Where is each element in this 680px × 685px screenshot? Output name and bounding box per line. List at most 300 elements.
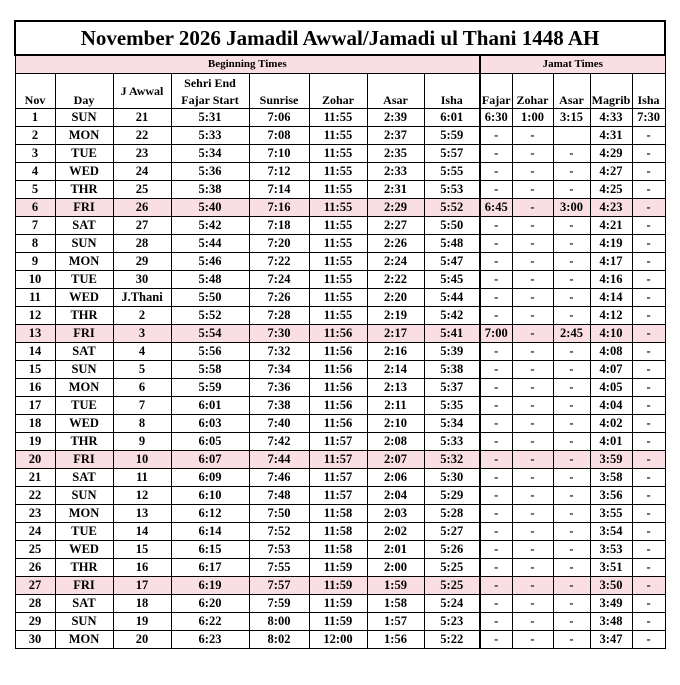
fajar-start-cell: 6:01 — [171, 397, 249, 415]
weekday-cell: WED — [55, 415, 113, 433]
day-number-cell: 17 — [15, 397, 55, 415]
zohar-begin-cell: 11:56 — [309, 379, 367, 397]
asar-begin-cell: 2:37 — [367, 127, 424, 145]
zohar-begin-cell: 11:57 — [309, 469, 367, 487]
day-number-cell: 14 — [15, 343, 55, 361]
jamat-isha-cell: - — [632, 343, 665, 361]
jamat-isha-cell: - — [632, 541, 665, 559]
asar-begin-cell: 2:27 — [367, 217, 424, 235]
jamat-fajar-cell: - — [480, 577, 512, 595]
jamat-zohar-cell: - — [512, 181, 553, 199]
jamat-fajar-cell: - — [480, 307, 512, 325]
sunrise-cell: 7:57 — [249, 577, 309, 595]
fajar-start-cell: 5:54 — [171, 325, 249, 343]
asar-begin-cell: 2:04 — [367, 487, 424, 505]
weekday-cell: WED — [55, 163, 113, 181]
day-number-cell: 23 — [15, 505, 55, 523]
hijri-date-cell: 7 — [113, 397, 171, 415]
hijri-date-cell: 17 — [113, 577, 171, 595]
table-row — [15, 181, 665, 199]
fajar-start-cell: 5:38 — [171, 181, 249, 199]
zohar-begin-cell: 11:59 — [309, 577, 367, 595]
jamat-magrib-cell: 4:08 — [590, 343, 632, 361]
table-row — [15, 271, 665, 289]
day-number-cell: 6 — [15, 199, 55, 217]
table-row — [15, 415, 665, 433]
sunrise-cell: 7:24 — [249, 271, 309, 289]
jamat-magrib-cell: 4:07 — [590, 361, 632, 379]
jamat-zohar-cell: 1:00 — [512, 109, 553, 127]
jamat-magrib-cell: 4:33 — [590, 109, 632, 127]
table-row — [15, 343, 665, 361]
jamat-fajar-cell: - — [480, 433, 512, 451]
fajar-start-cell: 5:34 — [171, 145, 249, 163]
weekday-cell: SUN — [55, 235, 113, 253]
asar-begin-cell: 2:29 — [367, 199, 424, 217]
fajar-start-cell: 5:42 — [171, 217, 249, 235]
day-number-cell: 27 — [15, 577, 55, 595]
jamat-isha-cell: - — [632, 397, 665, 415]
isha-begin-cell: 5:32 — [424, 451, 480, 469]
hijri-date-cell: 10 — [113, 451, 171, 469]
jamat-asar-cell: - — [553, 433, 590, 451]
asar-begin-cell: 2:13 — [367, 379, 424, 397]
jamat-zohar-cell: - — [512, 487, 553, 505]
jamat-zohar-cell: - — [512, 433, 553, 451]
jamat-zohar-cell: - — [512, 631, 553, 649]
jamat-magrib-cell: 4:05 — [590, 379, 632, 397]
weekday-cell: MON — [55, 379, 113, 397]
day-number-cell: 22 — [15, 487, 55, 505]
weekday-cell: TUE — [55, 397, 113, 415]
jamat-zohar-cell: - — [512, 541, 553, 559]
asar-begin-cell: 2:22 — [367, 271, 424, 289]
jamat-asar-cell: - — [553, 271, 590, 289]
jamat-asar-cell: 3:15 — [553, 109, 590, 127]
sunrise-cell: 7:52 — [249, 523, 309, 541]
fajar-start-cell: 5:40 — [171, 199, 249, 217]
table-row — [15, 325, 665, 343]
jamat-zohar-cell: - — [512, 469, 553, 487]
sunrise-cell: 7:16 — [249, 199, 309, 217]
hijri-date-cell: 22 — [113, 127, 171, 145]
jamat-zohar-cell: - — [512, 559, 553, 577]
sunrise-cell: 7:34 — [249, 361, 309, 379]
jamat-times-header: Jamat Times — [480, 55, 665, 74]
isha-begin-cell: 5:30 — [424, 469, 480, 487]
isha-begin-cell: 5:48 — [424, 235, 480, 253]
isha-begin-cell: 5:28 — [424, 505, 480, 523]
sunrise-cell: 7:20 — [249, 235, 309, 253]
day-number-cell: 11 — [15, 289, 55, 307]
jamat-isha-cell: - — [632, 631, 665, 649]
jamat-magrib-cell: 4:19 — [590, 235, 632, 253]
jamat-isha-cell: - — [632, 469, 665, 487]
jamat-magrib-cell: 4:14 — [590, 289, 632, 307]
zohar-begin-cell: 11:56 — [309, 343, 367, 361]
jamat-fajar-cell: - — [480, 181, 512, 199]
day-number-cell: 1 — [15, 109, 55, 127]
jamat-zohar-cell: - — [512, 595, 553, 613]
jamat-fajar-cell: - — [480, 127, 512, 145]
asar-begin-cell: 1:58 — [367, 595, 424, 613]
jamat-fajar-cell: - — [480, 379, 512, 397]
jamat-magrib-cell: 4:21 — [590, 217, 632, 235]
jamat-asar-cell: - — [553, 145, 590, 163]
isha-begin-cell: 5:38 — [424, 361, 480, 379]
fajar-start-cell: 5:36 — [171, 163, 249, 181]
jamat-asar-cell: - — [553, 379, 590, 397]
sunrise-cell: 7:30 — [249, 325, 309, 343]
sunrise-cell: 7:46 — [249, 469, 309, 487]
zohar-begin-cell: 11:55 — [309, 145, 367, 163]
isha-begin-cell: 5:57 — [424, 145, 480, 163]
jamat-isha-cell: - — [632, 307, 665, 325]
isha-begin-cell: 5:25 — [424, 559, 480, 577]
zohar-begin-cell: 11:55 — [309, 217, 367, 235]
day-number-cell: 19 — [15, 433, 55, 451]
jamat-zohar-cell: - — [512, 613, 553, 631]
weekday-cell: SUN — [55, 109, 113, 127]
weekday-cell: FRI — [55, 325, 113, 343]
table-row — [15, 163, 665, 181]
asar-begin-cell: 2:39 — [367, 109, 424, 127]
jamat-isha-cell: - — [632, 559, 665, 577]
zohar-begin-cell: 11:55 — [309, 163, 367, 181]
sunrise-cell: 7:26 — [249, 289, 309, 307]
jamat-asar-cell: - — [553, 163, 590, 181]
fajar-start-cell: 5:56 — [171, 343, 249, 361]
day-number-cell: 3 — [15, 145, 55, 163]
fajar-start-cell: 6:12 — [171, 505, 249, 523]
jamat-fajar-cell: - — [480, 289, 512, 307]
isha-begin-cell: 5:42 — [424, 307, 480, 325]
hijri-date-cell: 23 — [113, 145, 171, 163]
jamat-fajar-cell: - — [480, 361, 512, 379]
hijri-date-cell: 27 — [113, 217, 171, 235]
fajar-start-cell: 6:17 — [171, 559, 249, 577]
jamat-fajar-cell: - — [480, 505, 512, 523]
jamat-asar-cell: - — [553, 415, 590, 433]
jamat-isha-cell: - — [632, 361, 665, 379]
jamat-magrib-cell: 3:55 — [590, 505, 632, 523]
fajar-start-cell: 5:58 — [171, 361, 249, 379]
fajar-start-cell: 6:10 — [171, 487, 249, 505]
jamat-asar-cell: - — [553, 523, 590, 541]
day-number-cell: 16 — [15, 379, 55, 397]
jamat-asar-cell: - — [553, 451, 590, 469]
weekday-cell: MON — [55, 127, 113, 145]
jamat-magrib-cell: 4:31 — [590, 127, 632, 145]
hijri-date-cell: 2 — [113, 307, 171, 325]
jamat-isha-cell: - — [632, 415, 665, 433]
isha-begin-cell: 5:22 — [424, 631, 480, 649]
jamat-zohar-cell: - — [512, 325, 553, 343]
table-row — [15, 307, 665, 325]
jamat-fajar-cell: 7:00 — [480, 325, 512, 343]
hijri-date-cell: 15 — [113, 541, 171, 559]
jamat-magrib-cell: 4:27 — [590, 163, 632, 181]
jamat-zohar-cell: - — [512, 361, 553, 379]
hijri-date-cell: 13 — [113, 505, 171, 523]
table-row — [15, 595, 665, 613]
jamat-zohar-cell: - — [512, 451, 553, 469]
hijri-date-cell: 28 — [113, 235, 171, 253]
jamat-asar-cell: - — [553, 487, 590, 505]
jamat-isha-cell: - — [632, 523, 665, 541]
fajar-start-cell: 6:22 — [171, 613, 249, 631]
zohar-begin-cell: 11:55 — [309, 271, 367, 289]
zohar-begin-cell: 11:59 — [309, 595, 367, 613]
jamat-zohar-cell: - — [512, 577, 553, 595]
jamat-zohar-cell: - — [512, 163, 553, 181]
jamat-fajar-cell: - — [480, 397, 512, 415]
weekday-cell: FRI — [55, 199, 113, 217]
timetable-body — [15, 109, 665, 649]
fajar-start-cell: 5:46 — [171, 253, 249, 271]
hijri-date-cell: 26 — [113, 199, 171, 217]
weekday-cell: FRI — [55, 451, 113, 469]
day-number-cell: 10 — [15, 271, 55, 289]
page-title: November 2026 Jamadil Awwal/Jamadi ul Thani 1448 AH — [15, 21, 665, 55]
fajar-start-cell: 6:05 — [171, 433, 249, 451]
asar-begin-cell: 2:31 — [367, 181, 424, 199]
jamat-magrib-cell: 3:48 — [590, 613, 632, 631]
jamat-magrib-cell: 3:50 — [590, 577, 632, 595]
col-header-nov: Nov — [15, 74, 55, 109]
day-number-cell: 26 — [15, 559, 55, 577]
jamat-isha-cell: - — [632, 253, 665, 271]
jamat-fajar-cell: - — [480, 235, 512, 253]
jamat-magrib-cell: 3:59 — [590, 451, 632, 469]
col-header-zohar: Zohar — [309, 74, 367, 109]
asar-begin-cell: 2:24 — [367, 253, 424, 271]
weekday-cell: SAT — [55, 595, 113, 613]
jamat-fajar-cell: - — [480, 451, 512, 469]
fajar-start-cell: 6:07 — [171, 451, 249, 469]
zohar-begin-cell: 11:56 — [309, 397, 367, 415]
col-header-jamat-fajar: Fajar — [480, 74, 512, 109]
jamat-asar-cell: 3:00 — [553, 199, 590, 217]
day-number-cell: 24 — [15, 523, 55, 541]
table-row — [15, 523, 665, 541]
isha-begin-cell: 6:01 — [424, 109, 480, 127]
jamat-asar-cell: - — [553, 235, 590, 253]
jamat-isha-cell: - — [632, 289, 665, 307]
jamat-zohar-cell: - — [512, 217, 553, 235]
sunrise-cell: 7:28 — [249, 307, 309, 325]
jamat-magrib-cell: 4:23 — [590, 199, 632, 217]
sunrise-cell: 7:48 — [249, 487, 309, 505]
jamat-zohar-cell: - — [512, 505, 553, 523]
weekday-cell: SUN — [55, 613, 113, 631]
weekday-cell: MON — [55, 505, 113, 523]
jamat-magrib-cell: 3:56 — [590, 487, 632, 505]
weekday-cell: TUE — [55, 271, 113, 289]
weekday-cell: THR — [55, 181, 113, 199]
jamat-magrib-cell: 3:47 — [590, 631, 632, 649]
jamat-magrib-cell: 3:54 — [590, 523, 632, 541]
isha-begin-cell: 5:29 — [424, 487, 480, 505]
isha-begin-cell: 5:23 — [424, 613, 480, 631]
asar-begin-cell: 2:33 — [367, 163, 424, 181]
table-row — [15, 505, 665, 523]
jamat-zohar-cell: - — [512, 307, 553, 325]
hijri-date-cell: 6 — [113, 379, 171, 397]
jamat-magrib-cell: 4:16 — [590, 271, 632, 289]
fajar-start-cell: 6:03 — [171, 415, 249, 433]
jamat-magrib-cell: 4:12 — [590, 307, 632, 325]
sunrise-cell: 7:06 — [249, 109, 309, 127]
jamat-asar-cell: - — [553, 541, 590, 559]
col-header-sehri-end: Sehri End — [171, 74, 249, 92]
asar-begin-cell: 2:20 — [367, 289, 424, 307]
isha-begin-cell: 5:34 — [424, 415, 480, 433]
asar-begin-cell: 2:11 — [367, 397, 424, 415]
asar-begin-cell: 2:06 — [367, 469, 424, 487]
jamat-isha-cell: - — [632, 505, 665, 523]
col-header-sunrise: Sunrise — [249, 74, 309, 109]
jamat-asar-cell: - — [553, 343, 590, 361]
table-row — [15, 541, 665, 559]
asar-begin-cell: 2:35 — [367, 145, 424, 163]
jamat-fajar-cell: - — [480, 559, 512, 577]
sunrise-cell: 7:40 — [249, 415, 309, 433]
jamat-fajar-cell: - — [480, 613, 512, 631]
jamat-zohar-cell: - — [512, 343, 553, 361]
table-row — [15, 127, 665, 145]
sunrise-cell: 7:18 — [249, 217, 309, 235]
zohar-begin-cell: 11:56 — [309, 325, 367, 343]
hijri-date-cell: 25 — [113, 181, 171, 199]
jamat-magrib-cell: 4:25 — [590, 181, 632, 199]
table-row — [15, 577, 665, 595]
fajar-start-cell: 5:44 — [171, 235, 249, 253]
jamat-zohar-cell: - — [512, 415, 553, 433]
isha-begin-cell: 5:45 — [424, 271, 480, 289]
jamat-magrib-cell: 3:51 — [590, 559, 632, 577]
zohar-begin-cell: 11:57 — [309, 451, 367, 469]
day-number-cell: 21 — [15, 469, 55, 487]
sunrise-cell: 7:14 — [249, 181, 309, 199]
jamat-asar-cell: - — [553, 397, 590, 415]
hijri-date-cell: 30 — [113, 271, 171, 289]
sunrise-cell: 7:55 — [249, 559, 309, 577]
jamat-magrib-cell: 3:49 — [590, 595, 632, 613]
table-row — [15, 451, 665, 469]
jamat-magrib-cell: 4:29 — [590, 145, 632, 163]
hijri-date-cell: 29 — [113, 253, 171, 271]
day-number-cell: 18 — [15, 415, 55, 433]
jamat-isha-cell: - — [632, 613, 665, 631]
jamat-isha-cell: - — [632, 595, 665, 613]
sunrise-cell: 7:10 — [249, 145, 309, 163]
day-number-cell: 25 — [15, 541, 55, 559]
zohar-begin-cell: 11:57 — [309, 487, 367, 505]
fajar-start-cell: 5:59 — [171, 379, 249, 397]
weekday-cell: SAT — [55, 217, 113, 235]
isha-begin-cell: 5:50 — [424, 217, 480, 235]
jamat-fajar-cell: - — [480, 595, 512, 613]
sunrise-cell: 7:42 — [249, 433, 309, 451]
jamat-isha-cell: - — [632, 487, 665, 505]
zohar-begin-cell: 11:58 — [309, 505, 367, 523]
jamat-isha-cell: - — [632, 271, 665, 289]
table-row — [15, 217, 665, 235]
jamat-asar-cell: - — [553, 469, 590, 487]
jamat-fajar-cell: - — [480, 523, 512, 541]
jamat-isha-cell: - — [632, 451, 665, 469]
weekday-cell: WED — [55, 289, 113, 307]
jamat-fajar-cell: - — [480, 217, 512, 235]
hijri-date-cell: 9 — [113, 433, 171, 451]
jamat-isha-cell: - — [632, 181, 665, 199]
asar-begin-cell: 1:57 — [367, 613, 424, 631]
sunrise-cell: 7:50 — [249, 505, 309, 523]
isha-begin-cell: 5:25 — [424, 577, 480, 595]
jamat-magrib-cell: 4:10 — [590, 325, 632, 343]
table-row — [15, 469, 665, 487]
jamat-zohar-cell: - — [512, 379, 553, 397]
sunrise-cell: 7:38 — [249, 397, 309, 415]
zohar-begin-cell: 11:56 — [309, 361, 367, 379]
day-number-cell: 8 — [15, 235, 55, 253]
asar-begin-cell: 2:08 — [367, 433, 424, 451]
day-number-cell: 30 — [15, 631, 55, 649]
isha-begin-cell: 5:24 — [424, 595, 480, 613]
jamat-isha-cell: - — [632, 433, 665, 451]
asar-begin-cell: 2:07 — [367, 451, 424, 469]
hijri-date-cell: 16 — [113, 559, 171, 577]
hijri-date-cell: 8 — [113, 415, 171, 433]
col-header-jamat-magrib: Magrib — [590, 74, 632, 109]
day-number-cell: 5 — [15, 181, 55, 199]
sunrise-cell: 7:12 — [249, 163, 309, 181]
jamat-asar-cell: - — [553, 253, 590, 271]
table-row — [15, 559, 665, 577]
jamat-fajar-cell: - — [480, 163, 512, 181]
hijri-date-cell: 20 — [113, 631, 171, 649]
table-row — [15, 199, 665, 217]
col-header-asar: Asar — [367, 74, 424, 109]
hijri-date-cell: 5 — [113, 361, 171, 379]
hijri-date-cell: 4 — [113, 343, 171, 361]
jamat-fajar-cell: 6:45 — [480, 199, 512, 217]
isha-begin-cell: 5:41 — [424, 325, 480, 343]
fajar-start-cell: 6:20 — [171, 595, 249, 613]
jamat-zohar-cell: - — [512, 523, 553, 541]
weekday-cell: THR — [55, 307, 113, 325]
weekday-cell: FRI — [55, 577, 113, 595]
sunrise-cell: 7:32 — [249, 343, 309, 361]
weekday-cell: THR — [55, 559, 113, 577]
jamat-zohar-cell: - — [512, 235, 553, 253]
hijri-date-cell: 24 — [113, 163, 171, 181]
day-number-cell: 9 — [15, 253, 55, 271]
weekday-cell: SAT — [55, 469, 113, 487]
jamat-fajar-cell: - — [480, 271, 512, 289]
jamat-zohar-cell: - — [512, 145, 553, 163]
zohar-begin-cell: 11:55 — [309, 289, 367, 307]
sunrise-cell: 7:44 — [249, 451, 309, 469]
zohar-begin-cell: 11:55 — [309, 109, 367, 127]
isha-begin-cell: 5:37 — [424, 379, 480, 397]
weekday-cell: SAT — [55, 343, 113, 361]
asar-begin-cell: 2:02 — [367, 523, 424, 541]
jamat-isha-cell: - — [632, 199, 665, 217]
jamat-zohar-cell: - — [512, 127, 553, 145]
zohar-begin-cell: 12:00 — [309, 631, 367, 649]
